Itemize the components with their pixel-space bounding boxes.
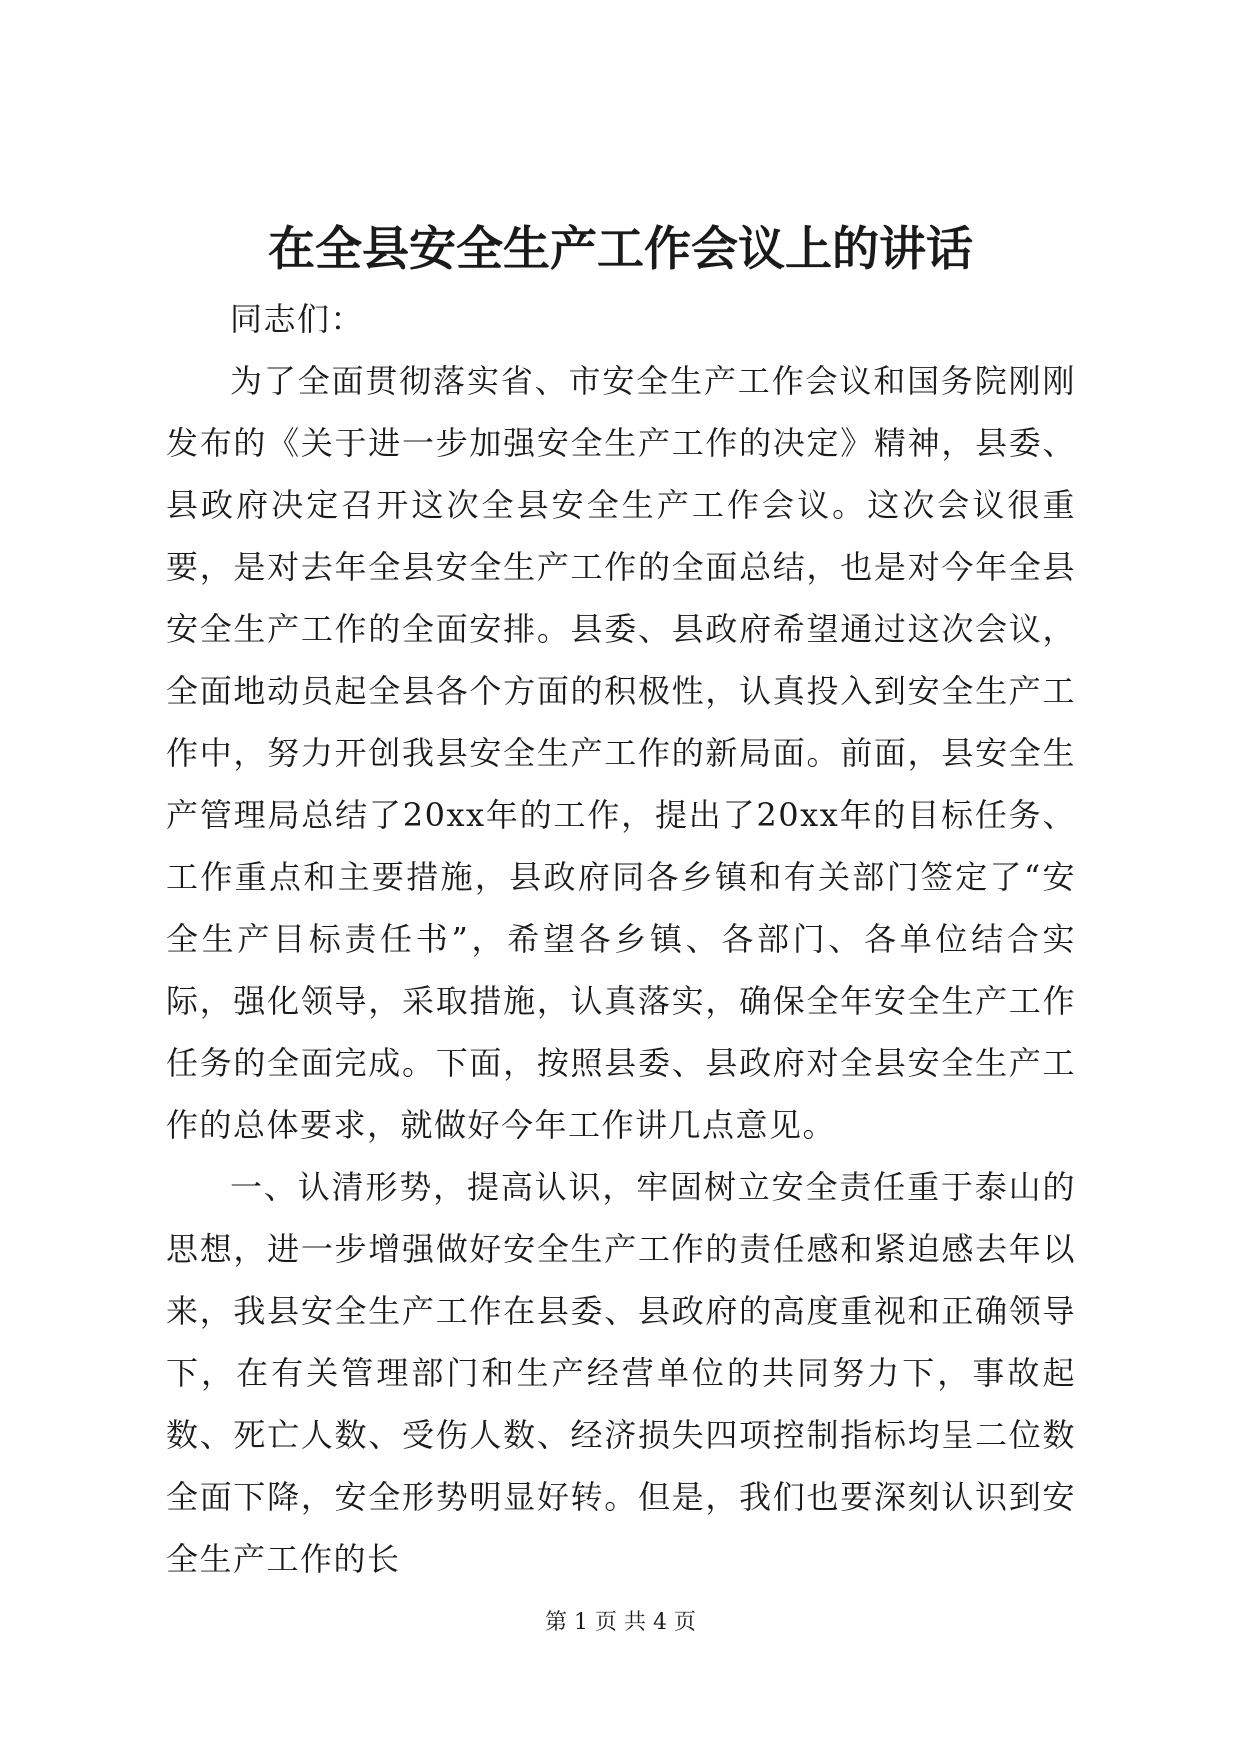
page-number-footer: 第 1 页 共 4 页 xyxy=(545,1610,696,1635)
salutation-paragraph: 同志们： xyxy=(230,300,365,338)
intro-paragraph: 为了全面贯彻落实省、市安全生产工作会议和国务院刚刚发布的《关于进一步加强安全生产工作的决定》精神，县委、县政府决定召开这次全县安全生产工作会议。这次会议很重要，是对去年全县安全生产工作的全面总结，也是对今年全县安全生产工作的全面安排。县委、县政府希望通过这次会议，全面地动员起全县各个方面的积极性，认真投入到安全生产工作中，努力开创我县安全生产工作的新局面。前面，县安全生产管理局总结了20xx年的工作，提出了20xx年的目标任务、工作重点和主要措施，县政府同各乡镇和有关部门签定了“安全生产目标责任书”，希望各乡镇、各部门、各单位结合实际，强化领导，采取措施，认真落实，确保全年安全生产工作任务的全面完成。下面，按照县委、县政府对全县安全生产工作的总体要求，就做好今年工作讲几点意见。 xyxy=(166,362,1076,1144)
document-title: 在全县安全生产工作会议上的讲话 xyxy=(268,222,973,277)
section-one-paragraph: 一、认清形势，提高认识，牢固树立安全责任重于泰山的思想，进一步增强做好安全生产工作的责任感和紧迫感去年以来，我县安全生产工作在县委、县政府的高度重视和正确领导下，在有关管理部门和生产经营单位的共同努力下，事故起数、死亡人数、受伤人数、经济损失四项控制指标均呈二位数全面下降，安全形势明显好转。但是，我们也要深刻认识到安全生产工作的长 xyxy=(166,1168,1076,1578)
document-body xyxy=(166,288,1076,1590)
